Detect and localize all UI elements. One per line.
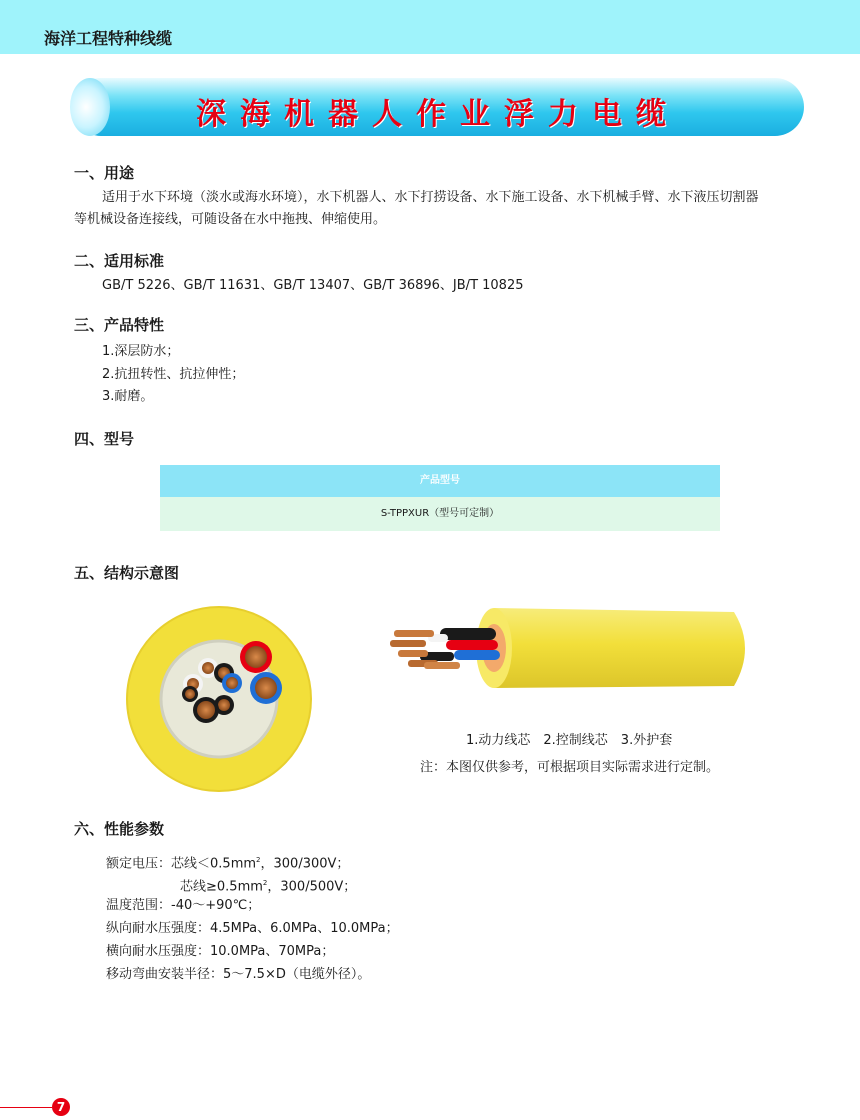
- structure-note: 注：本图仅供参考，可根据项目实际需求进行定制。: [420, 760, 720, 775]
- section-structure-heading: 五、结构示意图: [74, 564, 180, 582]
- section-performance-heading: 六、性能参数: [74, 820, 165, 838]
- temperature-range: 温度范围：-40～+90℃；: [106, 898, 261, 913]
- section-use-line1: 适用于水下环境（淡水或海水环境），水下机器人、水下打捞设备、水下施工设备、水下机械手臂、水下液压切割器: [102, 190, 759, 205]
- page-title: 深海机器人作业浮力电缆: [196, 97, 680, 132]
- superscript: 2: [256, 856, 261, 864]
- cable-cross-section-image: [126, 606, 312, 792]
- header-bar: [0, 0, 860, 54]
- feature-item: 1.深层防水；: [102, 344, 180, 359]
- superscript: 2: [262, 879, 268, 887]
- section-features-heading: 三、产品特性: [74, 316, 165, 334]
- page-number: 7: [52, 1098, 70, 1116]
- structure-legend: 1.动力线芯 2.控制线芯 3.外护套: [466, 733, 673, 748]
- rated-voltage-label: 额定电压：: [106, 856, 172, 872]
- section-standard-text: GB/T 5226、GB/T 11631、GB/T 13407、GB/T 36896、JB/T 10825: [102, 278, 524, 293]
- model-table: [160, 465, 720, 531]
- transverse-pressure: 横向耐水压强度：10.0MPa、70MPa；: [106, 944, 335, 959]
- title-banner: [72, 78, 804, 136]
- feature-item: 2.抗扭转性、抗拉伸性；: [102, 367, 245, 382]
- feature-item: 3.耐磨。: [102, 389, 154, 404]
- model-table-value: S-TPPXUR（型号可定制）: [160, 497, 720, 531]
- rated-voltage-1: 芯线＜0.5mm: [171, 856, 257, 872]
- section-standard-heading: 二、适用标准: [74, 252, 165, 270]
- longitudinal-pressure: 纵向耐水压强度：4.5MPa、6.0MPa、10.0MPa；: [106, 921, 399, 936]
- page-divider: [0, 1107, 52, 1108]
- section-use-heading: 一、用途: [74, 164, 135, 182]
- bend-radius: 移动弯曲安装半径：5～7.5×D（电缆外径）。: [106, 967, 371, 982]
- rated-voltage-2-suffix: ，300/500V；: [267, 879, 357, 895]
- cable-side-view-image: [384, 600, 760, 692]
- rated-voltage-2: 芯线≥0.5mm: [180, 879, 263, 895]
- section-use-line2: 等机械设备连接线，可随设备在水中拖拽、伸缩使用。: [74, 212, 387, 227]
- rated-voltage-1-suffix: ，300/300V；: [260, 856, 350, 872]
- model-table-header: 产品型号: [160, 465, 720, 497]
- header-title: 海洋工程特种线缆: [44, 29, 173, 48]
- section-model-heading: 四、型号: [74, 430, 135, 448]
